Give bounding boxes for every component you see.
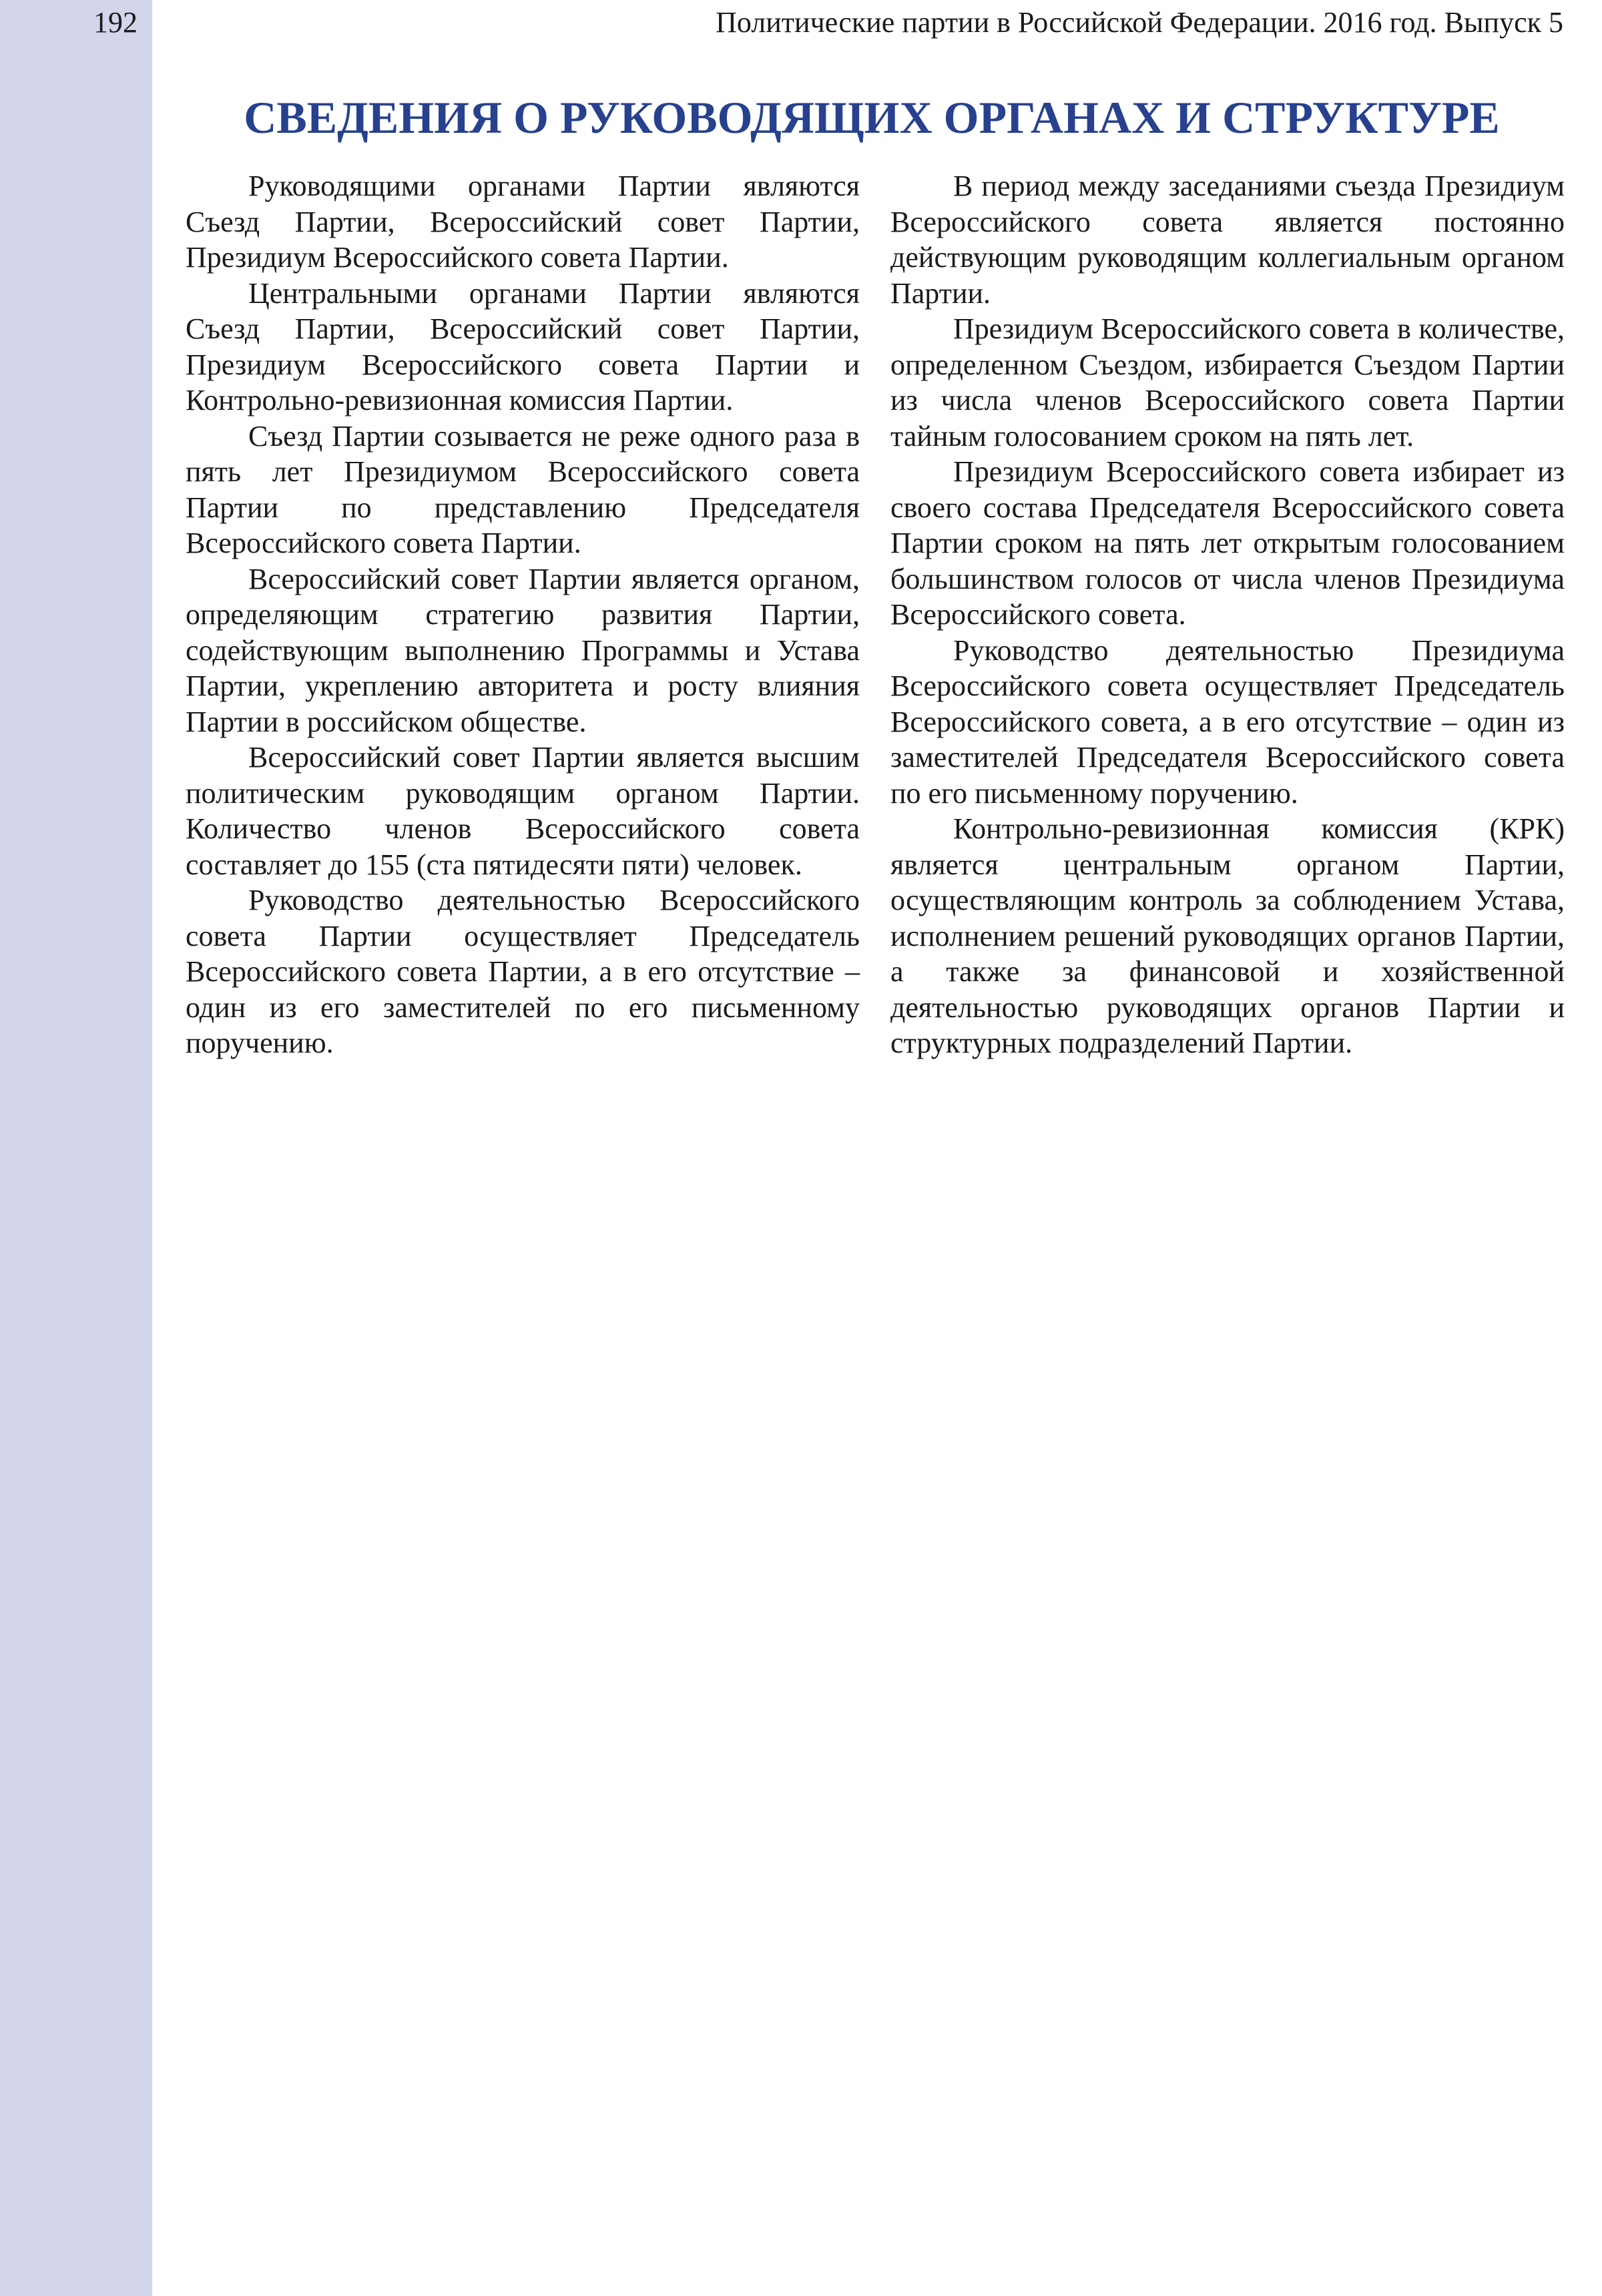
running-header: Политические партии в Российской Федерации. 2016 год. Выпуск 5 bbox=[716, 6, 1563, 39]
paragraph: В период между заседаниями съезда Президиум Всероссийского совета является постоянно действующим руководящим коллегиальным органом Партии. bbox=[890, 170, 1565, 310]
side-strip bbox=[0, 0, 152, 2296]
left-column bbox=[186, 168, 860, 1061]
paragraph: Центральными органами Партии являются Съезд Партии, Всероссийский совет Партии, Президиум Всероссийского совета Партии и Контрольно-ревизионная комиссия Партии. bbox=[186, 276, 860, 416]
paragraph: Президиум Всероссийского совета в количестве, определенном Съездом, избирается Съездом Партии из числа членов Всероссийского совета Партии тайным голосованием сроком на пять лет. bbox=[890, 312, 1565, 453]
paragraph: Всероссийский совет Партии является высшим политическим руководящим органом Партии. Количество членов Всероссийского совета составляет до 155 (ста пятидесяти пяти) человек. bbox=[186, 741, 860, 881]
paragraph: Президиум Всероссийского совета избирает из своего состава Председателя Всероссийского совета Партии сроком на пять лет открытым голосованием большинством голосов от числа членов Президиума Всероссийского совета. bbox=[890, 455, 1565, 631]
paragraph: Контрольно-ревизионная комиссия (КРК) является центральным органом Партии, осуществляющим контроль за соблюдением Устава, исполнением решений руководящих органов Партии, а также за финансовой и хозяйственной деятельностью руководящих органов Партии и структурных подразделений Партии. bbox=[890, 812, 1565, 1059]
right-column bbox=[890, 168, 1565, 1061]
paragraph: Руководство деятельностью Президиума Всероссийского совета осуществляет Председатель Всероссийского совета, а в его отсутствие – один из заместителей Председателя Всероссийского совета по его письменному поручению. bbox=[890, 633, 1565, 810]
paragraph: Руководство деятельностью Всероссийского совета Партии осуществляет Председатель Всероссийского совета Партии, а в его отсутствие – один из его заместителей по его письменному поручению. bbox=[186, 884, 860, 1059]
section-title: СВЕДЕНИЯ О РУКОВОДЯЩИХ ОРГАНАХ И СТРУКТУРЕ bbox=[244, 92, 1500, 143]
page-number: 192 bbox=[93, 6, 138, 39]
paragraph: Руководящими органами Партии являются Съезд Партии, Всероссийский совет Партии, Президиум Всероссийского совета Партии. bbox=[186, 170, 860, 274]
paragraph: Съезд Партии созывается не реже одного раза в пять лет Президиумом Всероссийского совета Партии по представлению Председателя Всероссийского совета Партии. bbox=[186, 419, 860, 559]
paragraph: Всероссийский совет Партии является органом, определяющим стратегию развития Партии, содействующим выполнению Программы и Устава Партии, укреплению авторитета и росту влияния Партии в российском обществе. bbox=[186, 562, 860, 738]
